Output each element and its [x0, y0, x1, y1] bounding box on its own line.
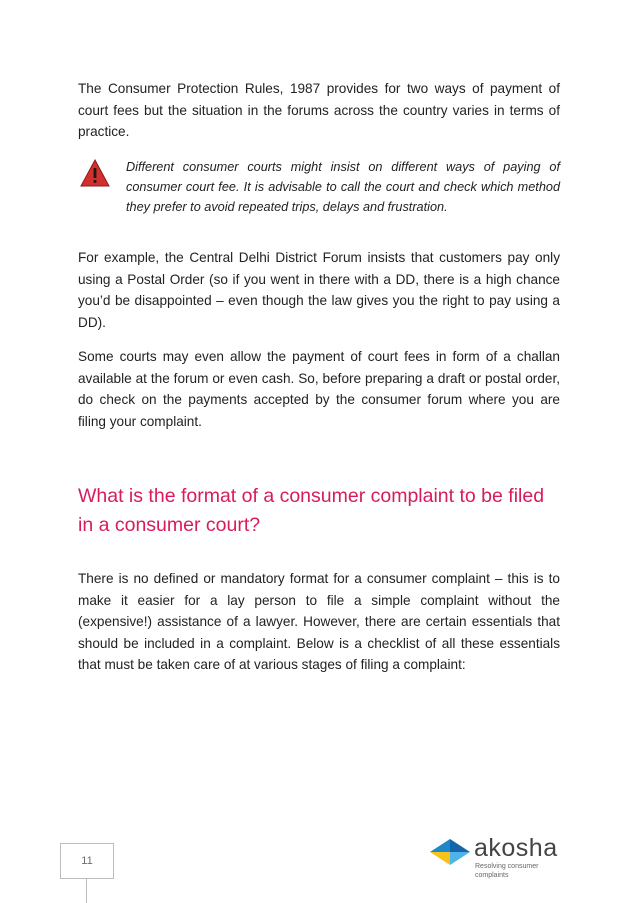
warning-icon [80, 159, 110, 187]
logo-name: akosha [474, 834, 558, 862]
example-paragraph: For example, the Central Delhi District Forum insists that customers pay only using a Postal Order (so if you went in there with a DD, there is a high chance you’d be disappointed – even though the law gives you the right to pay using a DD). [78, 250, 560, 330]
page-number [60, 843, 114, 879]
akosha-logo [428, 834, 568, 879]
format-paragraph: There is no defined or mandatory format for a consumer complaint – this is to make it easier for a lay person to file a simple complaint without the (expensive!) assistance of a lawyer. However, there are certain essentials that should be included in a complaint. Below is a checklist of all these essentials that must be taken care of at various stages of filing a complaint: [78, 571, 560, 672]
logo-tagline: Resolving consumer complaints [475, 863, 539, 879]
payment-note: Different consumer courts might insist on different ways of paying of consumer court fee. It is advisable to call the court and check which method they prefer to avoid repeated trips, delays and frustration. [126, 160, 560, 214]
page-number-line [86, 879, 87, 903]
section-heading: What is the format of a consumer complaint to be filed in a consumer court? [78, 485, 545, 536]
intro-paragraph: The Consumer Protection Rules, 1987 provides for two ways of payment of court fees but the situation in the forums across the country varies in terms of practice. [78, 81, 560, 139]
page-number-text: 11 [81, 855, 93, 867]
courts-paragraph: Some courts may even allow the payment of court fees in form of a challan available at the forum or even cash. So, before preparing a draft or postal order, do check on the payments accepted by the consumer forum where you are filing your complaint. [78, 349, 560, 429]
akosha-logo-mark-icon [428, 836, 472, 866]
